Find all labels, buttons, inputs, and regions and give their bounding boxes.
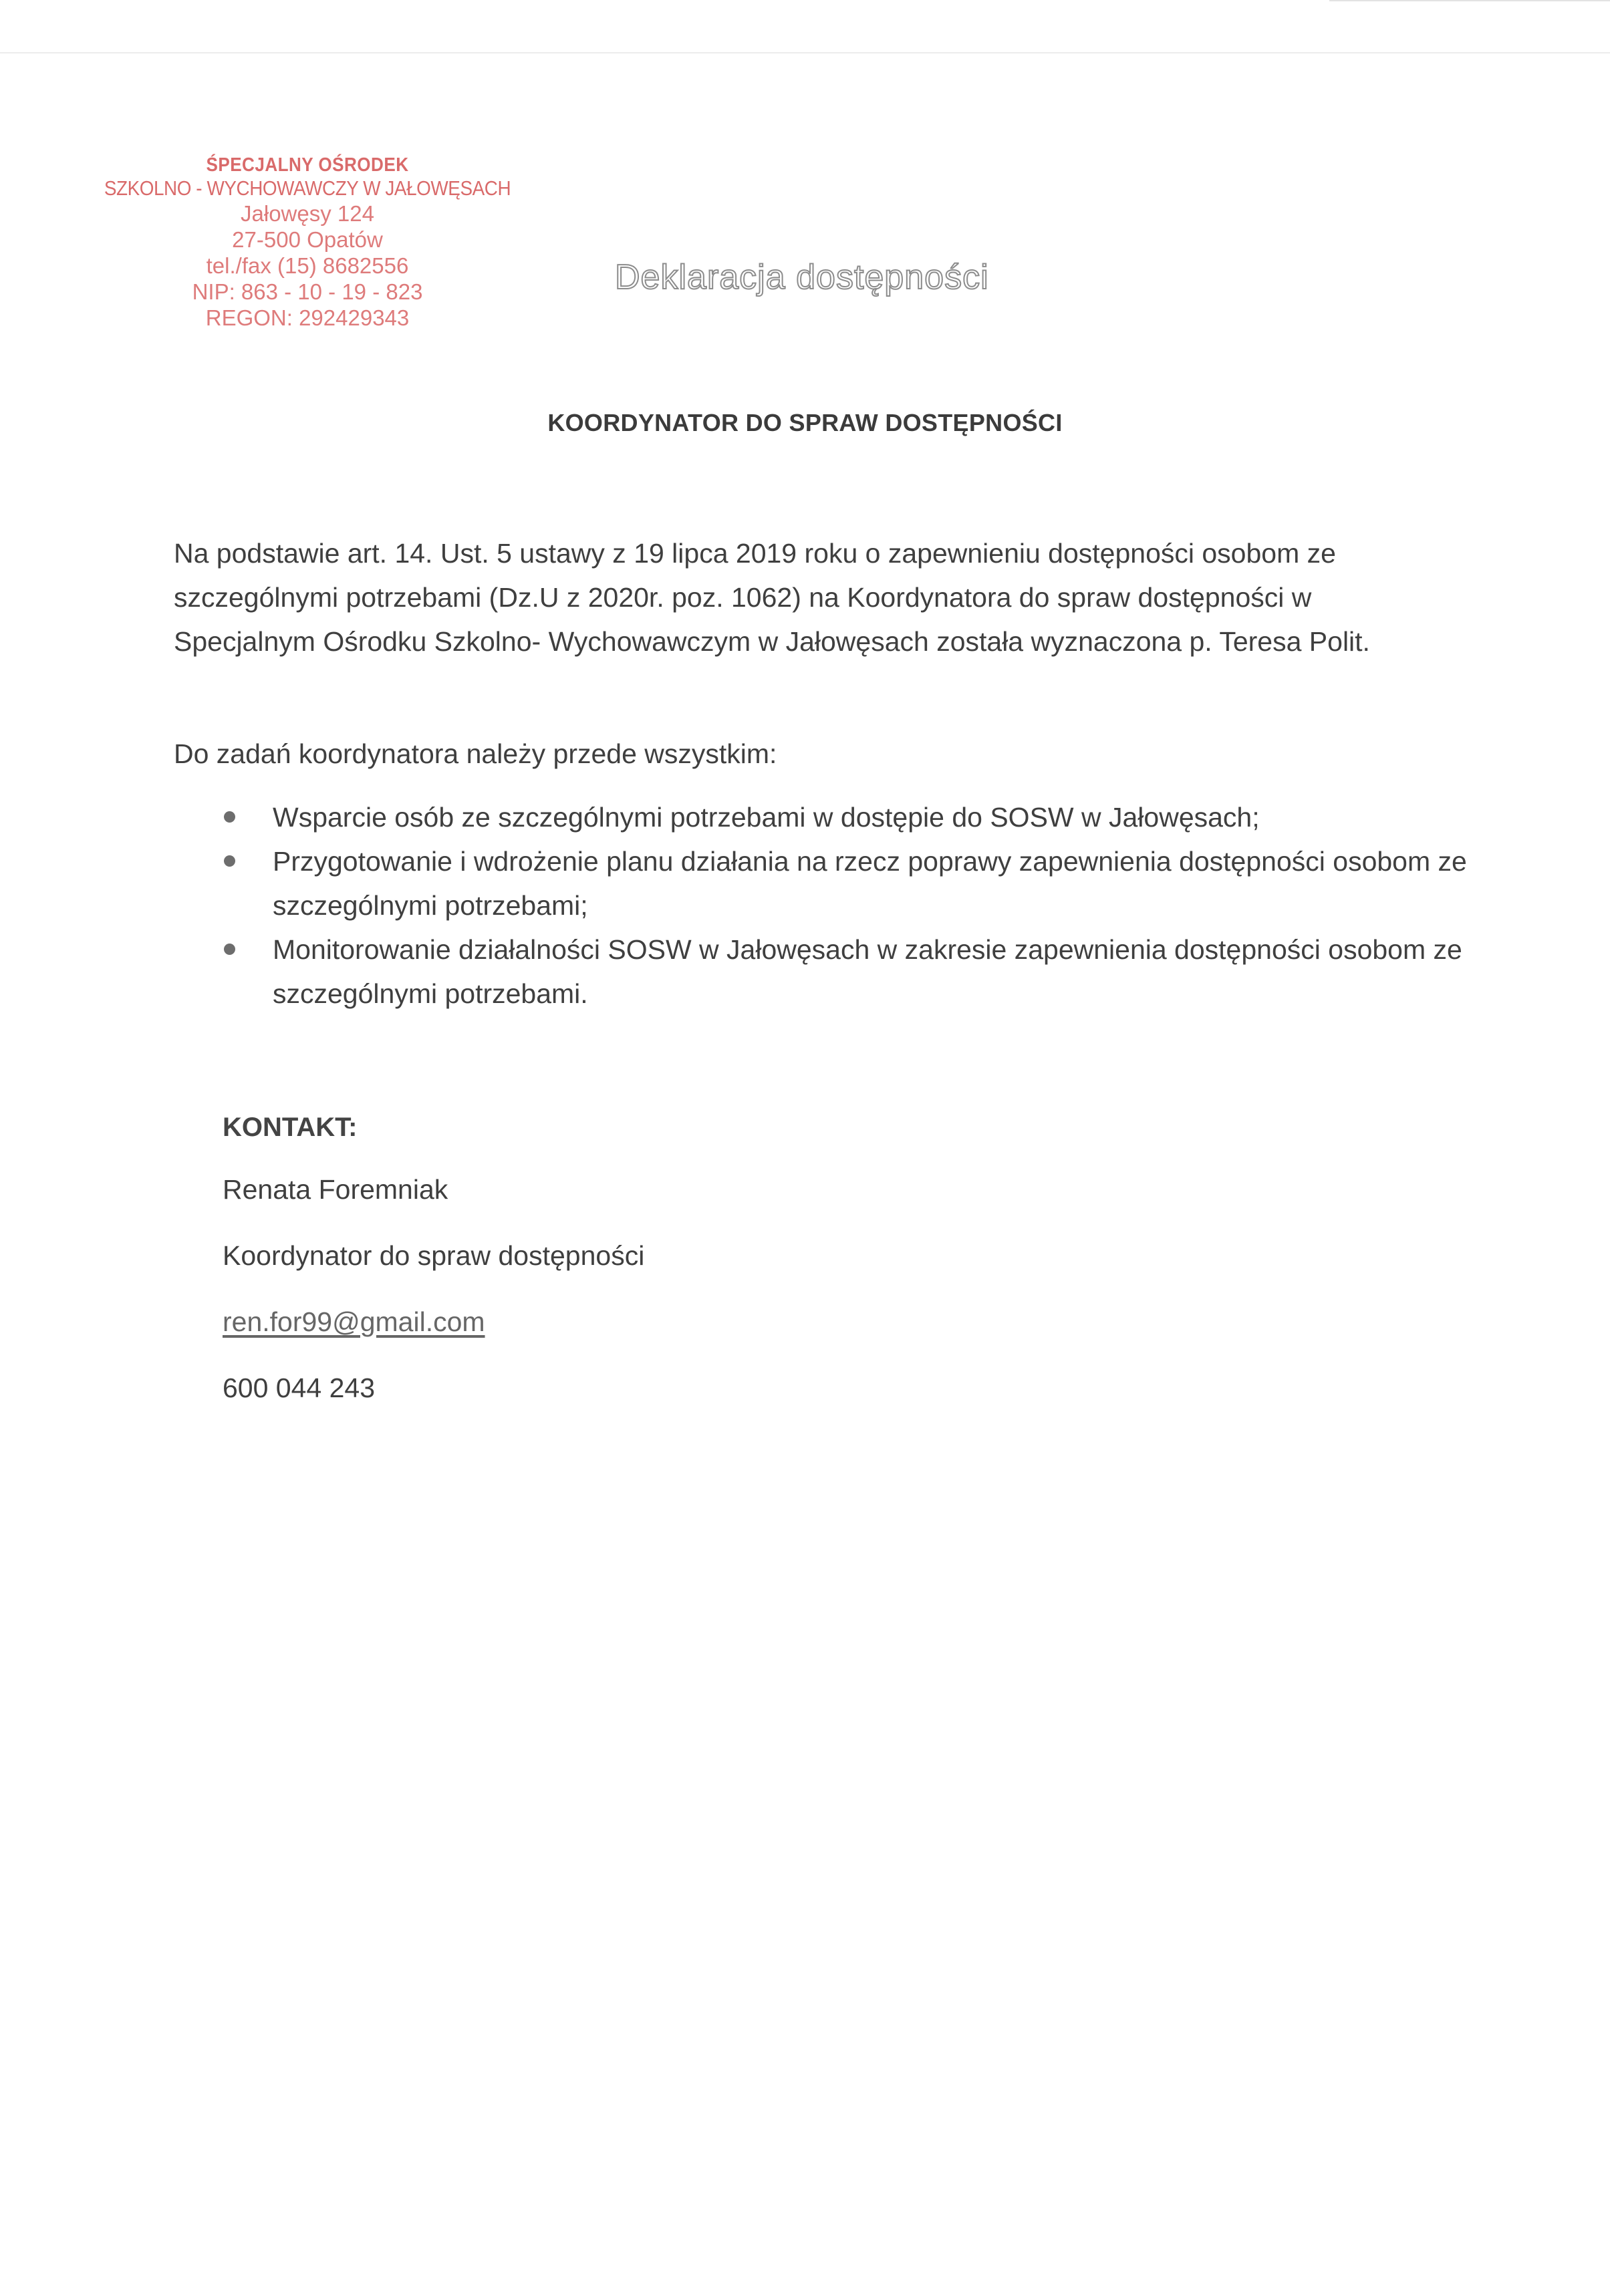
bullet-icon [224,944,235,955]
contact-phone: 600 044 243 [223,1373,376,1403]
task-text: Wsparcie osób ze szczególnymi potrzebami w dostępie do SOSW w Jałowęsach; [273,802,1260,833]
scan-edge-line [0,52,1610,53]
stamp-postcode-line: 27-500 Opatów [232,227,383,252]
bullet-icon [224,855,235,867]
list-item [174,795,1497,839]
tasks-intro-paragraph: Do zadań koordynatora należy przede wszystkim: [174,738,777,769]
contact-role: Koordynator do spraw dostępności [223,1240,645,1271]
task-text: Przygotowanie i wdrożenie planu działania na rzecz poprawy zapewnienia dostępności osobom ze szczególnymi potrzebami; [273,846,1467,921]
contact-label: KONTAKT: [223,1113,358,1142]
task-text: Monitorowanie działalności SOSW w Jałowęsach w zakresie zapewnienia dostępności osobom ze szczególnymi potrzebami. [273,934,1462,1009]
stamp-address-line: Jałowęsy 124 [241,200,374,226]
institution-stamp [67,154,548,331]
contact-email-link[interactable]: ren.for99@gmail.com [223,1306,485,1337]
contact-section [223,1113,644,1435]
stamp-line-2: SZKOLNO - WYCHOWAWCZY W JAŁOWĘSACH [104,176,511,200]
stamp-regon-line: REGON: 292429343 [205,305,410,330]
document-title: Deklaracja dostępności [615,258,989,297]
bullet-icon [224,811,235,823]
stamp-nip-line: NIP: 863 - 10 - 19 - 823 [192,279,423,304]
tasks-list [174,795,1497,1016]
list-item [174,927,1497,1016]
contact-name: Renata Foremniak [223,1174,448,1205]
intro-paragraph: Na podstawie art. 14. Ust. 5 ustawy z 19 lipca 2019 roku o zapewnieniu dostępności osobom ze szczególnymi potrzebami (Dz.U z 2020r. poz. 1062) na Koordynatora do spraw dostępności w Specjalnym Ośrodku Szkolno- Wychowawczym w Jałowęsach została wyznaczona p. Teresa Polit. [174,538,1370,657]
stamp-phone-line: tel./fax (15) 8682556 [206,253,409,278]
section-heading: KOORDYNATOR DO SPRAW DOSTĘPNOŚCI [547,409,1063,436]
stamp-line-1: ŚPECJALNY OŚRODEK [206,154,409,176]
scan-edge-top-right [1329,0,1610,1]
list-item [174,839,1497,927]
